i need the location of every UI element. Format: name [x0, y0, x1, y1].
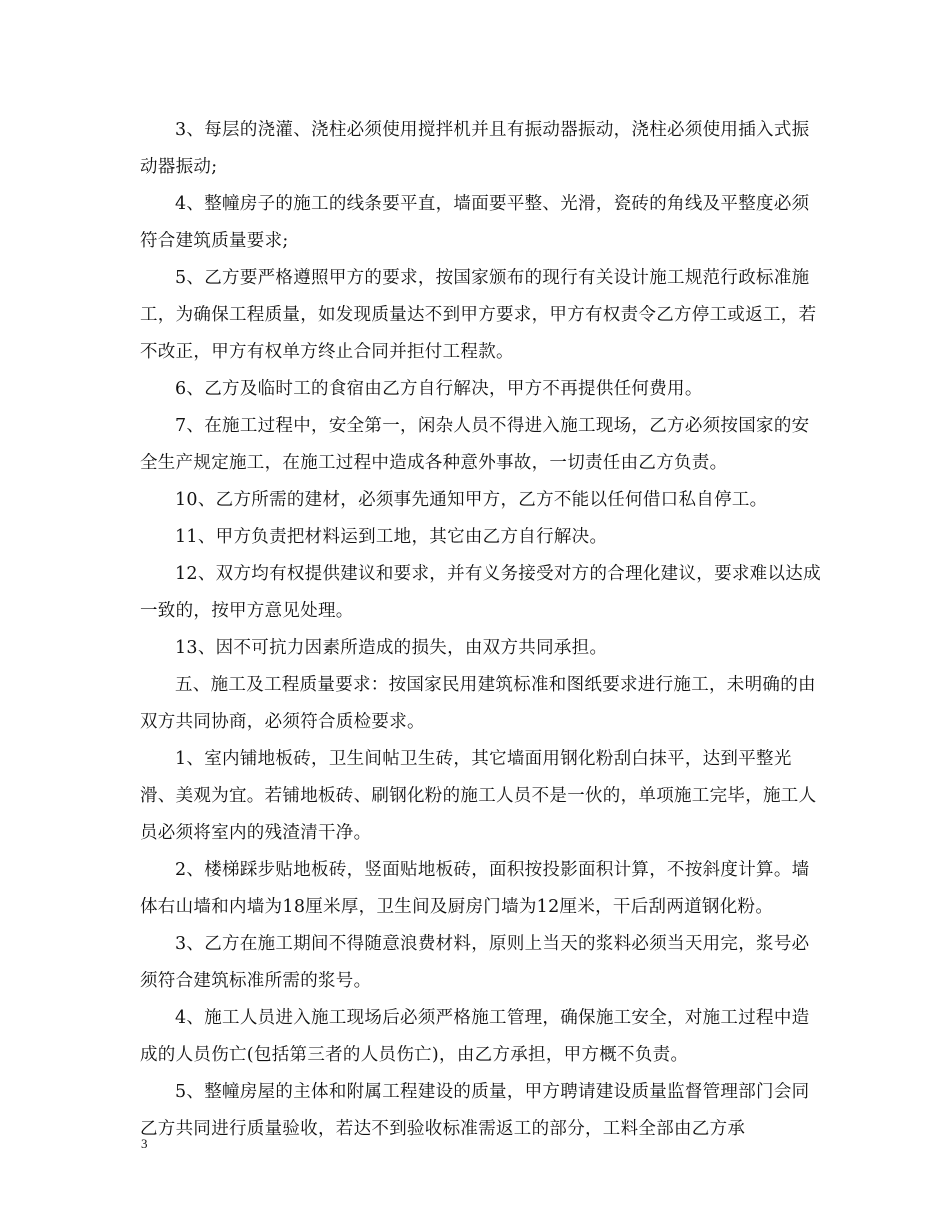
paragraph: 4、施工人员进入施工现场后必须严格施工管理，确保施工安全，对施工过程中造成的人员伤亡(包括第三者的人员伤亡)，由乙方承担，甲方概不负责。	[140, 1008, 810, 1065]
paragraph: 2、楼梯踩步贴地板砖，竖面贴地板砖，面积按投影面积计算，不按斜度计算。墙体右山墙和内墙为18厘米厚，卫生间及厨房门墙为12厘米，干后刮两道钢化粉。	[140, 860, 810, 917]
paragraph: 5、整幢房屋的主体和附属工程建设的质量，甲方聘请建设质量监督管理部门会同乙方共同进行质量验收，若达不到验收标准需返工的部分，工料全部由乙方承	[140, 1082, 810, 1139]
paragraph: 五、施工及工程质量要求：按国家民用建筑标准和图纸要求进行施工，未明确的由双方共同协商，必须符合质检要求。	[140, 675, 816, 732]
paragraph: 6、乙方及临时工的食宿由乙方自行解决，甲方不再提供任何费用。	[175, 379, 703, 399]
paragraph: 3、乙方在施工期间不得随意浪费材料，原则上当天的浆料必须当天用完，浆号必须符合建筑标准所需的浆号。	[140, 934, 810, 991]
paragraph: 10、乙方所需的建材，必须事先通知甲方，乙方不能以任何借口私自停工。	[175, 490, 768, 510]
body-text	[140, 112, 825, 1148]
paragraph: 1、室内铺地板砖，卫生间帖卫生砖，其它墙面用钢化粉刮白抹平，达到平整光滑、美观为宜。若铺地板砖、刷钢化粉的施工人员不是一伙的，单项施工完毕，施工人员必须将室内的残渣清干净。	[140, 749, 817, 843]
page-number: 3	[141, 1136, 148, 1151]
paragraph: 12、双方均有权提供建议和要求，并有义务接受对方的合理化建议，要求难以达成一致的，按甲方意见处理。	[140, 564, 821, 621]
paragraph: 3、每层的浇灌、浇柱必须使用搅拌机并且有振动器振动，浇柱必须使用插入式振动器振动;	[140, 120, 810, 177]
paragraph: 5、乙方要严格遵照甲方的要求，按国家颁布的现行有关设计施工规范行政标准施工，为确保工程质量，如发现质量达不到甲方要求，甲方有权责令乙方停工或返工，若不改正，甲方有权单方终止合同并拒付工程款。	[140, 268, 817, 362]
paragraph: 13、因不可抗力因素所造成的损失，由双方共同承担。	[175, 638, 608, 658]
paragraph: 4、整幢房子的施工的线条要平直，墙面要平整、光滑，瓷砖的角线及平整度必须符合建筑质量要求;	[140, 194, 810, 251]
paragraph: 11、甲方负责把材料运到工地，其它由乙方自行解决。	[175, 527, 608, 547]
paragraph: 7、在施工过程中，安全第一，闲杂人员不得进入施工现场，乙方必须按国家的安全生产规定施工，在施工过程中造成各种意外事故，一切责任由乙方负责。	[140, 416, 810, 473]
